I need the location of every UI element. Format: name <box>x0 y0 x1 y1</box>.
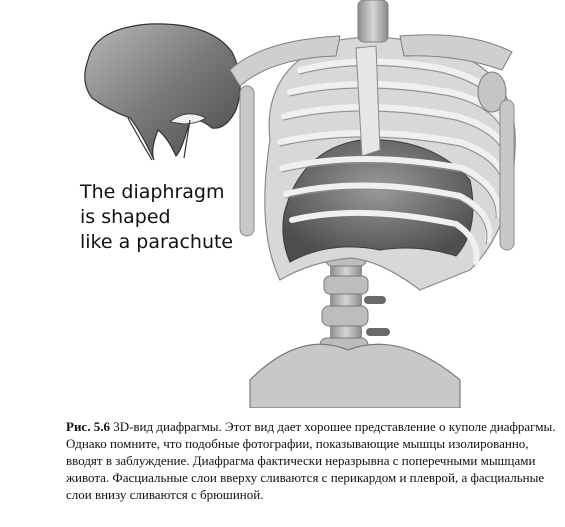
caption-number: . 5.6 <box>87 419 110 434</box>
figure-caption <box>66 418 561 503</box>
diaphragm-label <box>80 180 250 255</box>
label-line-1: The diaphragm <box>80 181 225 203</box>
pelvis <box>250 344 460 408</box>
label-line-2: is shaped <box>80 206 171 228</box>
caption-text: 3D-вид диафрагмы. Этот вид дает хорошее представление о куполе диафрагмы. Однако помните, что подобные фотографии, показывающие мышцы изолированно, вводят в заблуждение. Диафрагма фактически неразрывна с поперечными мышцами живота. Фасциальные слои вверху сливаются с перикардом и плеврой, а фасциальные слои внизу сливаются с брюшиной. <box>66 419 556 502</box>
diaphragm-dome-icon <box>85 24 240 160</box>
rib-cage <box>265 37 515 290</box>
caption-prefix: Рис <box>66 419 88 434</box>
label-line-3: like a parachute <box>80 231 234 253</box>
